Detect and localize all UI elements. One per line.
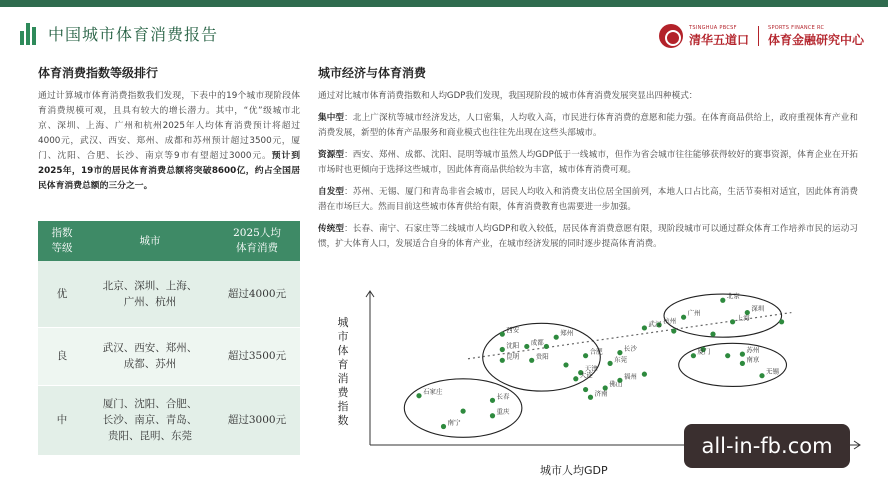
cell-grade: 优: [38, 261, 86, 327]
pattern-lead: 传统型: [318, 224, 345, 234]
point-label: 济南: [594, 389, 608, 398]
scatter-point: [583, 387, 588, 392]
cell-amount: 超过3500元: [214, 327, 300, 385]
header-amount: 2025人均 体育消费: [214, 221, 300, 261]
consumption-level-table: [38, 221, 300, 456]
ranking-heading: 体育消费指数等级排行: [38, 66, 159, 80]
point-label: 南京: [746, 355, 760, 364]
header-city: 城市: [86, 221, 214, 261]
report-logo-icon: [20, 23, 40, 45]
scatter-point: [490, 398, 495, 403]
pattern-item: [318, 148, 858, 178]
point-label: 杭州: [663, 316, 677, 325]
point-label: 大连: [579, 370, 593, 379]
pattern-text: ：苏州、无锡、厦门和青岛非省会城市，居民人均收入和消费支出位居全国前列，本地人口占比高，生活节奏相对适宜，因此体育消费潜在市场巨大。然而目前这些城市体育供给有限，体育消费教育也需要进一步加强。: [318, 187, 858, 212]
cell-cities: 厦门、沈阳、合肥、 长沙、南京、青岛、 贵阳、昆明、东莞: [86, 385, 214, 455]
brand-divider: [758, 26, 759, 46]
point-label: 东莞: [614, 355, 628, 364]
scatter-point: [416, 393, 421, 398]
ranking-section: [38, 64, 300, 194]
brand-cn-right: 体育金融研究中心: [767, 32, 864, 47]
cluster-ellipse: [679, 343, 787, 386]
cell-cities: 武汉、西安、郑州、 成都、苏州: [86, 327, 214, 385]
scatter-point: [461, 409, 466, 414]
point-label: 长沙: [623, 344, 637, 353]
point-label: 成都: [530, 338, 544, 347]
scatter-point: [642, 325, 647, 330]
point-label: 西安: [506, 326, 520, 335]
header-grade: 指数 等级: [38, 221, 86, 261]
point-label: 上海: [736, 313, 750, 322]
scatter-point: [573, 376, 578, 381]
pattern-text: ：西安、郑州、成都、沈阳、昆明等城市虽然人均GDP低于一线城市，但作为省会城市往往能够获得较好的赛事资源，体育企业在开拓市场时也更倾向于选择这些城市，因此体育商品供给较为丰富，城市体育消费可观。: [318, 150, 858, 175]
point-label: 武汉: [648, 319, 662, 328]
ranking-text: 通过计算城市体育消费指数我们发现，下表中的19个城市现阶段体育消费规模可观，且具有较大的增长潜力。其中，“优”级城市北京、深圳、上海、广州和杭州2025年人均体育消费预计将超过4000元，武汉、西安、郑州、成都和苏州预计超过3500元，厦门、沈阳、合肥、长沙、南京等9市有望超过3000元。: [38, 91, 300, 161]
point-label: 贵阳: [535, 352, 549, 361]
point-label: 北京: [726, 292, 740, 301]
cell-grade: 中: [38, 385, 86, 455]
scatter-point: [441, 424, 446, 429]
scatter-point: [529, 358, 534, 363]
brand-en-left: TSINGHUA PBCSF: [688, 24, 737, 31]
cell-cities: 北京、深圳、上海、 广州、杭州: [86, 261, 214, 327]
pattern-item: [318, 185, 858, 215]
point-label: 佛山: [609, 380, 623, 389]
scatter-point: [730, 319, 735, 324]
scatter-point: [500, 347, 505, 352]
chart-y-label: 城市体育消费指数: [337, 316, 349, 427]
top-accent-bar: [0, 0, 888, 7]
scatter-point: [490, 413, 495, 418]
point-label: 昆明: [506, 352, 520, 361]
point-label: 无锡: [766, 367, 779, 376]
table-row: [38, 261, 300, 327]
brand-cn-left: 清华五道口: [688, 32, 749, 47]
cell-amount: 超过3000元: [214, 385, 300, 455]
page-title: 中国城市体育消费报告: [48, 25, 219, 44]
table-row: [38, 385, 300, 455]
pattern-text: ：长春、南宁、石家庄等二线城市人均GDP和收入较低，居民体育消费意愿有限，现阶段城市可以通过群众体育工作培养市民的运动习惯，扩大体育人口，发展适合自身的体育产业，在城市经济发展的同时逐步提高体育消费。: [318, 224, 858, 249]
scatter-point: [710, 332, 715, 337]
pattern-item: [318, 222, 858, 252]
scatter-point: [544, 344, 549, 349]
cell-amount: 超过4000元: [214, 261, 300, 327]
ranking-text-bold: 预计到2025年，19市的居民体育消费总额将突破8600亿，约占全国居民体育消费总额的三分之一。: [38, 151, 300, 191]
pattern-text: ：北上广深杭等城市经济发达，人口密集，人均收入高，市民进行体育消费的意愿和能力强。在体育商品供给上，政府重视体育产业和消费发展，新型的体育产品服务和商业模式也往往先出现在这些头部城市。: [318, 113, 858, 138]
scatter-point: [779, 319, 784, 324]
point-label: 合肥: [589, 347, 603, 356]
scatter-point: [500, 332, 505, 337]
scatter-point: [563, 362, 568, 367]
scatter-point: [725, 353, 730, 358]
table-header-row: [38, 221, 300, 261]
scatter-point: [759, 373, 764, 378]
scatter-point: [671, 328, 676, 333]
pattern-lead: 自发型: [318, 187, 345, 197]
scatter-point: [681, 315, 686, 320]
economy-intro: 通过对比城市体育消费指数和人均GDP我们发现，我国现阶段的城市体育消费发展突显出四种模式：: [318, 91, 698, 101]
watermark: all-in-fb.com: [684, 424, 850, 468]
cell-grade: 良: [38, 327, 86, 385]
point-label: 石家庄: [423, 387, 443, 396]
point-label: 苏州: [746, 346, 760, 355]
scatter-point: [691, 353, 696, 358]
scatter-point: [642, 372, 647, 377]
scatter-point: [740, 361, 745, 366]
tsinghua-seal-icon: [659, 24, 683, 48]
ranking-paragraph: [38, 89, 300, 194]
scatter-point: [608, 361, 613, 366]
point-label: 广州: [687, 309, 701, 318]
point-label: 重庆: [496, 407, 510, 416]
brand-en-right: SPORTS FINANCE RC: [767, 24, 825, 31]
scatter-point: [554, 335, 559, 340]
scatter-point: [588, 395, 593, 400]
pattern-lead: 集中型: [318, 113, 345, 123]
chart-x-label: 城市人均GDP: [540, 464, 608, 477]
point-label: 沈阳: [506, 341, 520, 350]
point-label: 南宁: [447, 418, 461, 427]
point-label: 福州: [623, 372, 637, 381]
scatter-point: [740, 352, 745, 357]
brand-logo: [659, 24, 864, 48]
point-label: 长春: [496, 392, 510, 401]
table-row: [38, 327, 300, 385]
economy-heading: 城市经济与体育消费: [318, 66, 427, 80]
scatter-point: [524, 344, 529, 349]
pattern-lead: 资源型: [318, 150, 345, 160]
point-label: 深圳: [751, 304, 765, 313]
page-header: [20, 22, 218, 45]
scatter-point: [500, 358, 505, 363]
point-label: 郑州: [560, 329, 574, 338]
pattern-item: [318, 111, 858, 141]
scatter-point: [583, 353, 588, 358]
economy-section: [318, 64, 858, 259]
scatter-point: [720, 298, 725, 303]
point-label: 天津: [584, 364, 598, 373]
point-label: 厦门: [697, 347, 711, 356]
